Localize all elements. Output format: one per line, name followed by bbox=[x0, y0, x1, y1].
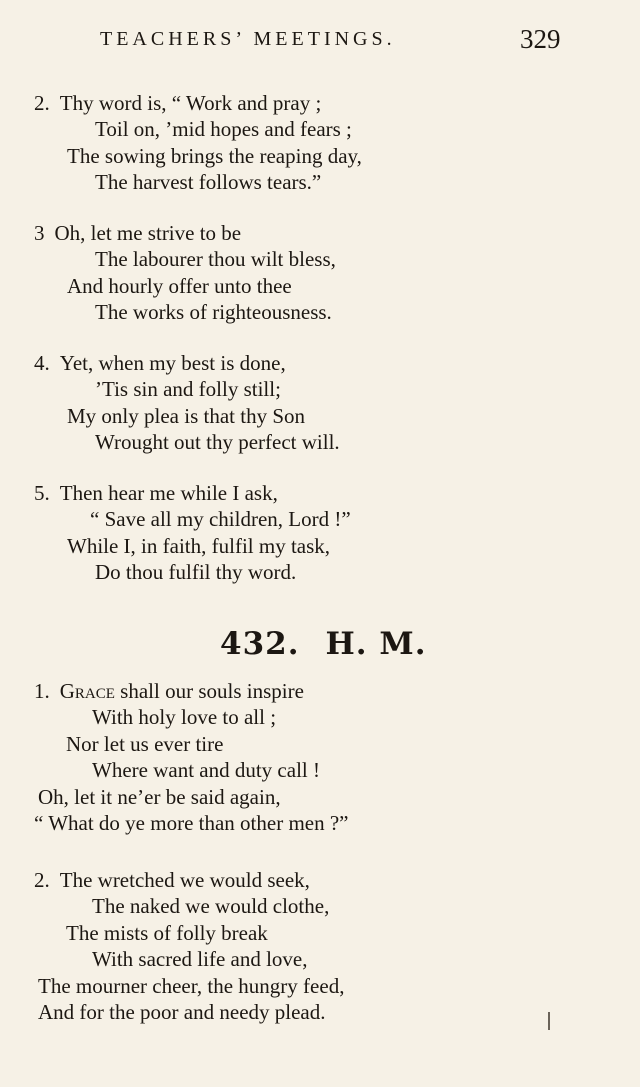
verse-line: Toil on, ’mid hopes and fears ; bbox=[95, 117, 352, 141]
verse-line: Nor let us ever tire bbox=[66, 732, 224, 756]
margin-mark bbox=[548, 1012, 550, 1030]
initial-word: Grace bbox=[59, 679, 115, 703]
verse-line: And hourly offer unto thee bbox=[67, 274, 292, 298]
verse-number: 2. bbox=[34, 91, 50, 115]
verse-line: My only plea is that thy Son bbox=[67, 404, 305, 428]
verse-number: 5. bbox=[34, 481, 50, 505]
verse-number: 2. bbox=[34, 868, 50, 892]
verse-line: 5. Then hear me while I ask, bbox=[34, 481, 278, 505]
hymn-heading bbox=[220, 626, 427, 662]
verse-line: 2. Thy word is, “ Work and pray ; bbox=[34, 91, 322, 115]
verse-line: 3 Oh, let me strive to be bbox=[34, 221, 242, 245]
verse-line: The mists of folly break bbox=[66, 921, 268, 945]
verse-line: Do thou fulfil thy word. bbox=[95, 560, 297, 584]
verse-line: “ Save all my children, Lord !” bbox=[90, 507, 351, 531]
verse-line: The works of righteousness. bbox=[95, 300, 332, 324]
verse-line: The harvest follows tears.” bbox=[95, 170, 322, 194]
running-head: TEACHERS’ MEETINGS. bbox=[100, 28, 396, 50]
hymn-number: 432. bbox=[220, 626, 300, 662]
verse-line: Wrought out thy perfect will. bbox=[95, 430, 340, 454]
verse-number: 1. bbox=[34, 679, 50, 703]
verse-line: 2. The wretched we would seek, bbox=[34, 868, 310, 892]
verse-line: With holy love to all ; bbox=[92, 705, 277, 729]
verse-line: And for the poor and needy plead. bbox=[38, 1000, 326, 1024]
verse-line: While I, in faith, fulfil my task, bbox=[67, 534, 331, 558]
verse-line: Where want and duty call ! bbox=[92, 758, 320, 782]
verse-number: 4. bbox=[34, 351, 50, 375]
page-number: 329 bbox=[520, 24, 561, 54]
verse-line: “ What do ye more than other men ?” bbox=[34, 811, 349, 835]
verse-line: 4. Yet, when my best is done, bbox=[34, 351, 286, 375]
verse-line: ’Tis sin and folly still; bbox=[95, 377, 281, 401]
verse-line: The mourner cheer, the hungry feed, bbox=[38, 974, 345, 998]
verse-line: The sowing brings the reaping day, bbox=[67, 144, 362, 168]
verse-line: The labourer thou wilt bless, bbox=[95, 247, 336, 271]
verse-number: 3 bbox=[34, 221, 45, 245]
verse-line: 1. Grace shall our souls inspire bbox=[34, 679, 304, 703]
verse-line: With sacred life and love, bbox=[92, 947, 308, 971]
hymn-meter: H. M. bbox=[325, 626, 427, 662]
verse-line: The naked we would clothe, bbox=[92, 894, 330, 918]
verse-line: Oh, let it ne’er be said again, bbox=[38, 785, 281, 809]
